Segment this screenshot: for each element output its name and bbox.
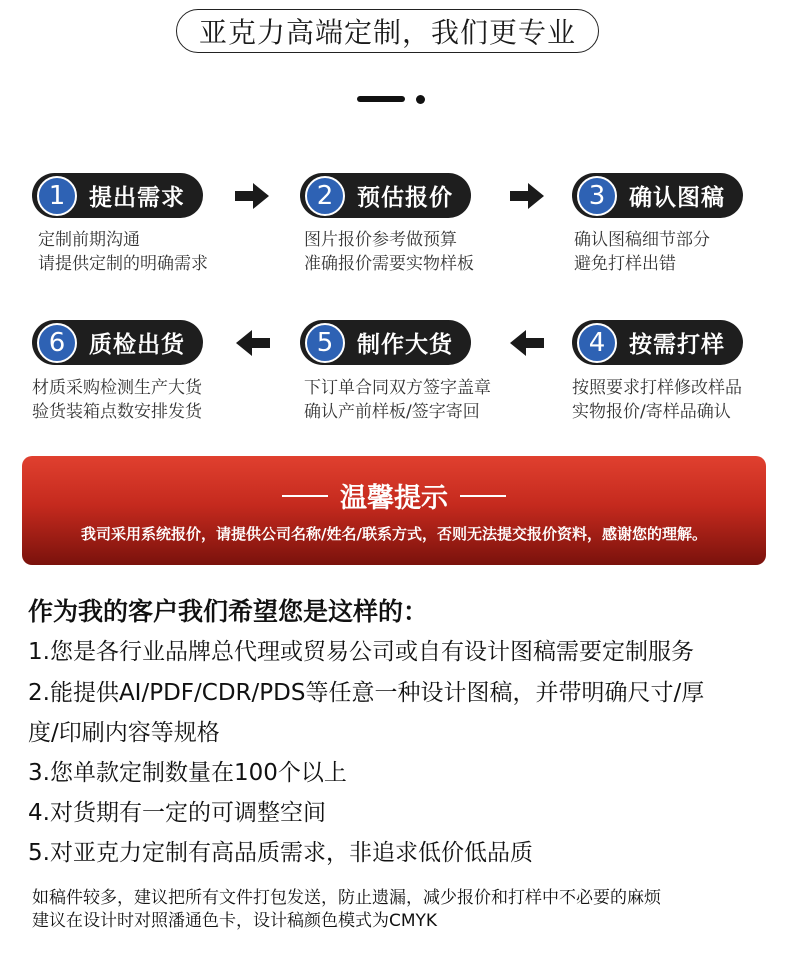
notice-title-line-right	[460, 495, 506, 497]
arrow-right-icon	[235, 183, 269, 209]
requirement-item-continued: 度/印刷内容等规格	[28, 720, 220, 746]
requirement-item: 1.您是各行业品牌总代理或贸易公司或自有设计图稿需要定制服务	[28, 639, 694, 665]
requirement-item: 5.对亚克力定制有高品质需求，非追求低价低品质	[28, 840, 533, 866]
step-3-pill	[572, 173, 743, 218]
step-3-desc-line-2: 避免打样出错	[574, 254, 676, 274]
step-3-number: 3	[577, 176, 617, 216]
step-5-label: 制作大货	[357, 332, 453, 358]
arrow-left-icon	[236, 330, 270, 356]
step-4-desc-line-1: 按照要求打样修改样品	[572, 378, 742, 398]
step-2-desc-line-1: 图片报价参考做预算	[304, 230, 457, 250]
step-2-description	[304, 228, 474, 276]
step-5-desc-line-2: 确认产前样板/签字寄回	[304, 402, 480, 422]
step-3-description	[574, 228, 710, 276]
step-3-label: 确认图稿	[629, 185, 725, 211]
step-5-desc-line-1: 下订单合同双方签字盖章	[304, 378, 491, 398]
step-1-pill	[32, 173, 203, 218]
step-2-pill	[300, 173, 471, 218]
step-4-pill	[572, 320, 743, 365]
notice-banner	[22, 456, 766, 565]
step-5-number: 5	[305, 323, 345, 363]
page-title: 亚克力高端定制，我们更专业	[176, 9, 599, 53]
step-6-description	[32, 376, 202, 424]
step-5-pill	[300, 320, 471, 365]
step-6-label: 质检出货	[89, 332, 185, 358]
requirements-heading: 作为我的客户我们希望您是这样的：	[28, 597, 429, 626]
notice-body: 我司采用系统报价，请提供公司名称/姓名/联系方式，否则无法提交报价资料，感谢您的理解。	[81, 525, 707, 543]
step-1-description	[38, 228, 208, 276]
requirement-item: 4.对货期有一定的可调整空间	[28, 800, 326, 826]
step-1-number: 1	[37, 176, 77, 216]
step-3-desc-line-1: 确认图稿细节部分	[574, 230, 710, 250]
step-1-desc-line-2: 请提供定制的明确需求	[38, 254, 208, 274]
requirement-item: 2.能提供AI/PDF/CDR/PDS等任意一种设计图稿，并带明确尺寸/厚	[28, 680, 705, 706]
step-4-label: 按需打样	[629, 332, 725, 358]
step-4-number: 4	[577, 323, 617, 363]
note-line: 如稿件较多，建议把所有文件打包发送，防止遗漏，减少报价和打样中不必要的麻烦	[32, 888, 661, 908]
step-2-desc-line-2: 准确报价需要实物样板	[304, 254, 474, 274]
step-2-number: 2	[305, 176, 345, 216]
step-1-desc-line-1: 定制前期沟通	[38, 230, 140, 250]
divider-dot	[416, 95, 425, 104]
notice-title	[22, 476, 766, 515]
arrow-left-icon	[510, 330, 544, 356]
step-6-desc-line-1: 材质采购检测生产大货	[32, 378, 202, 398]
notice-title-line-left	[282, 495, 328, 497]
arrow-right-icon	[510, 183, 544, 209]
step-6-pill	[32, 320, 203, 365]
step-5-description	[304, 376, 491, 424]
step-1-label: 提出需求	[89, 185, 185, 211]
step-2-label: 预估报价	[357, 185, 453, 211]
step-6-desc-line-2: 验货装箱点数安排发货	[32, 402, 202, 422]
notice-title-text: 温馨提示	[340, 483, 448, 514]
note-line: 建议在设计时对照潘通色卡，设计稿颜色模式为CMYK	[32, 911, 438, 931]
step-6-number: 6	[37, 323, 77, 363]
step-4-description	[572, 376, 742, 424]
step-4-desc-line-2: 实物报价/寄样品确认	[572, 402, 731, 422]
divider-bar	[357, 96, 405, 102]
requirement-item: 3.您单款定制数量在100个以上	[28, 760, 347, 786]
